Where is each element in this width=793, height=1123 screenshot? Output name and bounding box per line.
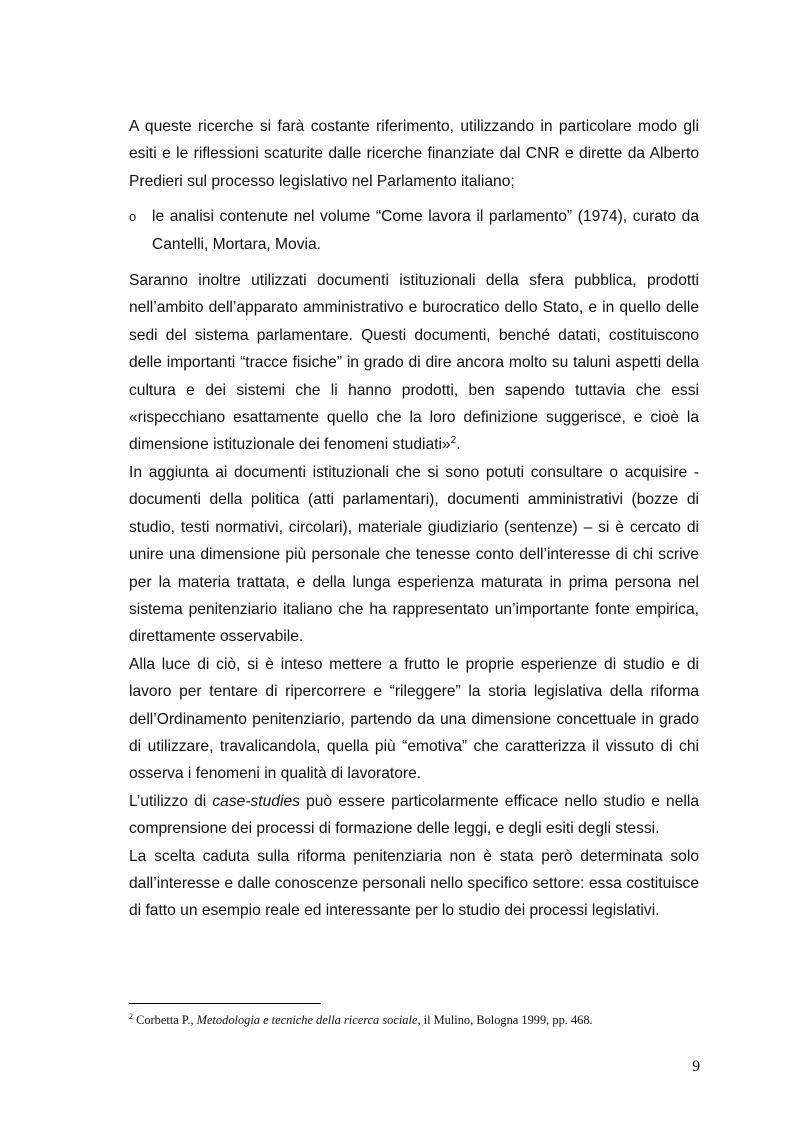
paragraph-intro: A queste ricerche si farà costante riferimento, utilizzando in particolare modo gli esiti e le riflessioni scaturite dalle ricerche finanziate dal CNR e dirette da Alberto Predieri sul processo legislativo nel Parlamento italiano; bbox=[129, 118, 699, 190]
footnote-title: Metodologia e tecniche della ricerca sociale bbox=[196, 1013, 418, 1027]
paragraph-documents-end: . bbox=[456, 436, 461, 454]
case-studies-lead: L’utilizzo di bbox=[129, 792, 213, 810]
case-studies-rest: può essere particolarmente efficace nello studio e nella comprensione dei processi di formazione delle leggi, e degli esiti degli stessi. bbox=[129, 792, 699, 838]
footnote-separator bbox=[129, 1003, 321, 1004]
footnote-reference: 2 bbox=[450, 435, 457, 447]
footnote-number: 2 bbox=[129, 1011, 133, 1021]
footnote-rest: , il Mulino, Bologna 1999, pp. 468. bbox=[417, 1013, 593, 1027]
paragraph-documents-text: Saranno inoltre utilizzati documenti istituzionali della sfera pubblica, prodotti nell’ambito dell’apparato amministrativo e burocratico dello Stato, e in quello delle sedi del sistema parlamentare. Questi documenti, benché datati, costituiscono delle importanti “tracce fisiche” in grado di dire ancora molto su taluni aspetti della cultura e dei sistemi che li hanno prodotti, ben sapendo tuttavia che essi «rispecchiano esattamente quello che la loro definizione suggerisce, e cioè la dimensione istituzionale dei fenomeni studiati» bbox=[129, 272, 699, 454]
case-studies-term: case-studies bbox=[212, 792, 300, 810]
footnote-author: Corbetta P., bbox=[133, 1013, 197, 1027]
paragraph-additional-sources: In aggiunta ai documenti istituzionali che si sono potuti consultare o acquisire - documenti della politica (atti parlamentari), documenti amministrativi (bozze di studio, testi normativi, circolari), materiale giudiziario (sentenze) – si è cercato di unire una dimensione più personale che tenesse conto dell’interesse di chi scrive per la materia trattata, e della lunga esperienza maturata in prima persona nel sistema penitenziario italiano che ha rappresentato un’importante fonte empirica, direttamente osservabile. bbox=[129, 463, 699, 646]
paragraph-experience: Alla luce di ciò, si è inteso mettere a frutto le proprie esperienze di studio e di lavoro per tentare di ripercorrere e “rileggere” la storia legislativa della riforma dell’Ordinamento penitenziario, partendo da una dimensione concettuale in grado di utilizzare, travalicandola, quella più “emotiva” che caratterizza il vissuto di chi osserva i fenomeni in qualità di lavoratore. bbox=[129, 655, 699, 783]
bullet-text: le analisi contenute nel volume “Come lavora il parlamento” (1974), curato da Cantelli, Mortara, Movia. bbox=[152, 208, 699, 253]
paragraph-documents bbox=[129, 267, 699, 459]
page-number: 9 bbox=[692, 1058, 700, 1075]
footnote bbox=[129, 1012, 709, 1028]
bullet-item bbox=[129, 203, 699, 258]
bullet-marker: o bbox=[129, 209, 137, 225]
paragraph-case-studies bbox=[129, 788, 699, 843]
body-text bbox=[129, 113, 699, 925]
paragraph-choice: La scelta caduta sulla riforma penitenziaria non è stata però determinata solo dall’interesse e dalle conoscenze personali nello specifico settore: essa costituisce di fatto un esempio reale ed interessante per lo studio dei processi legislativi. bbox=[129, 847, 699, 920]
